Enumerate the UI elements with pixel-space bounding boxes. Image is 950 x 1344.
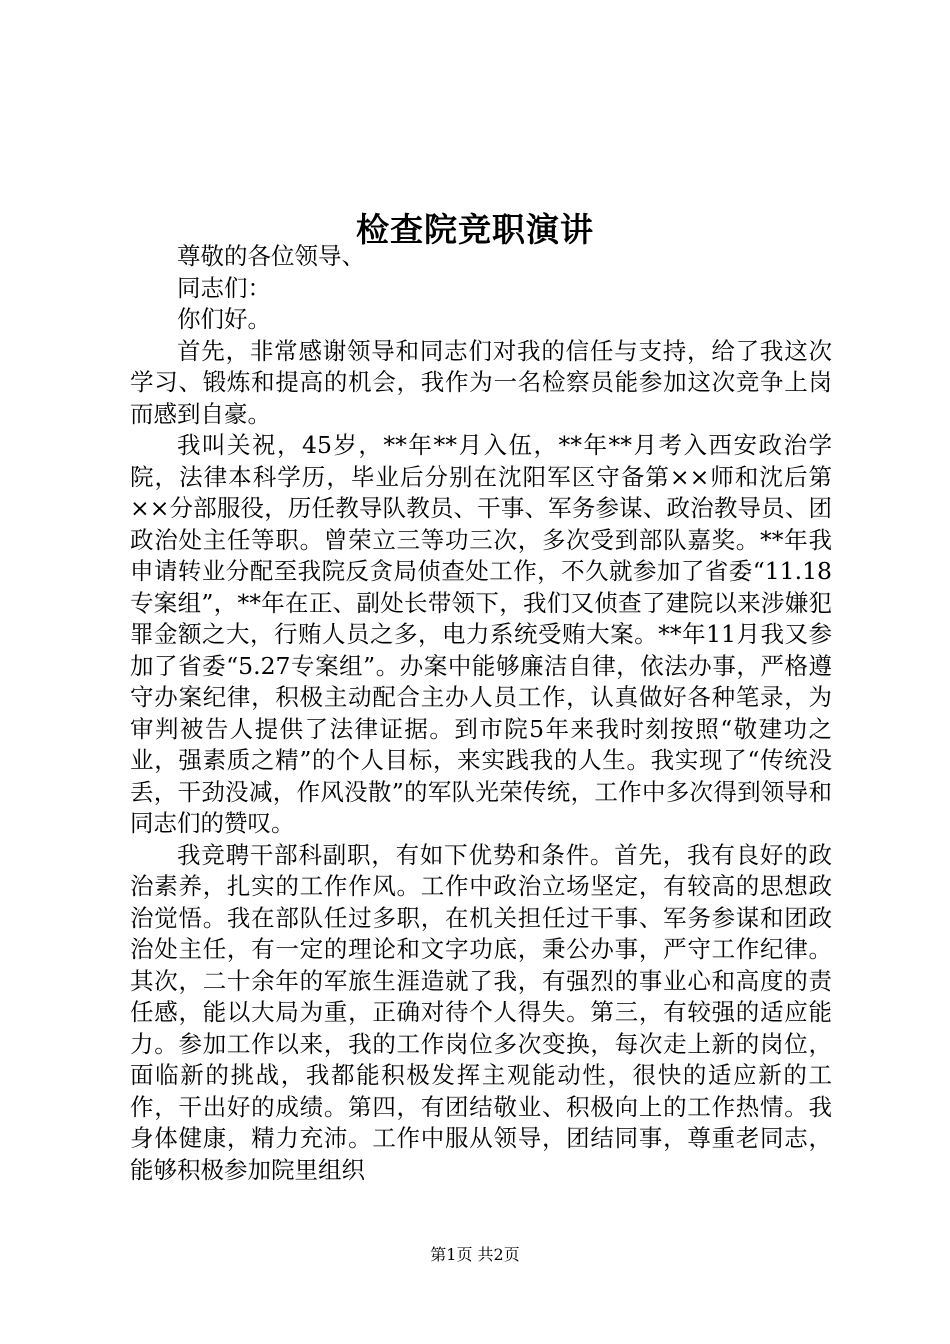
page-number: 第1页 共2页 — [430, 1245, 520, 1264]
body-paragraph: 我竞聘干部科副职，有如下优势和条件。首先，我有良好的政治素养，扎实的工作作风。工作中政治立场坚定，有较高的思想政治觉悟。我在部队任过多职，在机关担任过干事、军务参谋和团政治处主任，有一定的理论和文字功底，秉公办事，严守工作纪律。其次，二十余年的军旅生涯造就了我，有强烈的事业心和高度的责任感，能以大局为重，正确对待个人得失。第三，有较强的适应能力。参加工作以来，我的工作岗位多次变换，每次走上新的岗位，面临新的挑战，我都能积极发挥主观能动性，很快的适应新的工作，干出好的成绩。第四，有团结敬业、积极向上的工作热情。我身体健康，精力充沛。工作中服从领导，团结同事，尊重老同志，能够积极参加院里组织 — [130, 840, 832, 1184]
document-body — [130, 241, 832, 1186]
body-paragraph: 首先，非常感谢领导和同志们对我的信任与支持，给了我这次学习、锻炼和提高的机会，我作为一名检察员能参加这次竞争上岗而感到自豪。 — [130, 336, 832, 428]
greeting-line: 同志们： — [177, 273, 271, 302]
document-title: 检查院竞职演讲 — [356, 210, 594, 250]
greeting-line: 你们好。 — [177, 305, 271, 333]
body-paragraph: 我叫关祝，45岁，**年**月入伍，**年**月考入西安政治学院，法律本科学历，毕业后分别在沈阳军区守备第××师和沈后第××分部服役，历任教导队教员、干事、军务参谋、政治教导员、团政治处主任等职。曾荣立三等功三次，多次受到部队嘉奖。**年我申请转业分配至我院反贪局侦查处工作，不久就参加了省委“11.18专案组”，**年在正、副处长带领下，我们又侦查了建院以来涉嫌犯罪金额之大，行贿人员之多，电力系统受贿大案。**年11月我又参加了省委“5.27专案组”。办案中能够廉洁自律，依法办事，严格遵守办案纪律，积极主动配合主办人员工作，认真做好各种笔录，为审判被告人提供了法律证据。到市院5年来我时刻按照“敬建功之业，强素质之精”的个人目标，来实践我的人生。我实现了“传统没丢，干劲没减，作风没散”的军队光荣传统，工作中多次得到领导和同志们的赞叹。 — [130, 431, 832, 837]
greeting-line: 尊敬的各位领导、 — [177, 242, 365, 270]
